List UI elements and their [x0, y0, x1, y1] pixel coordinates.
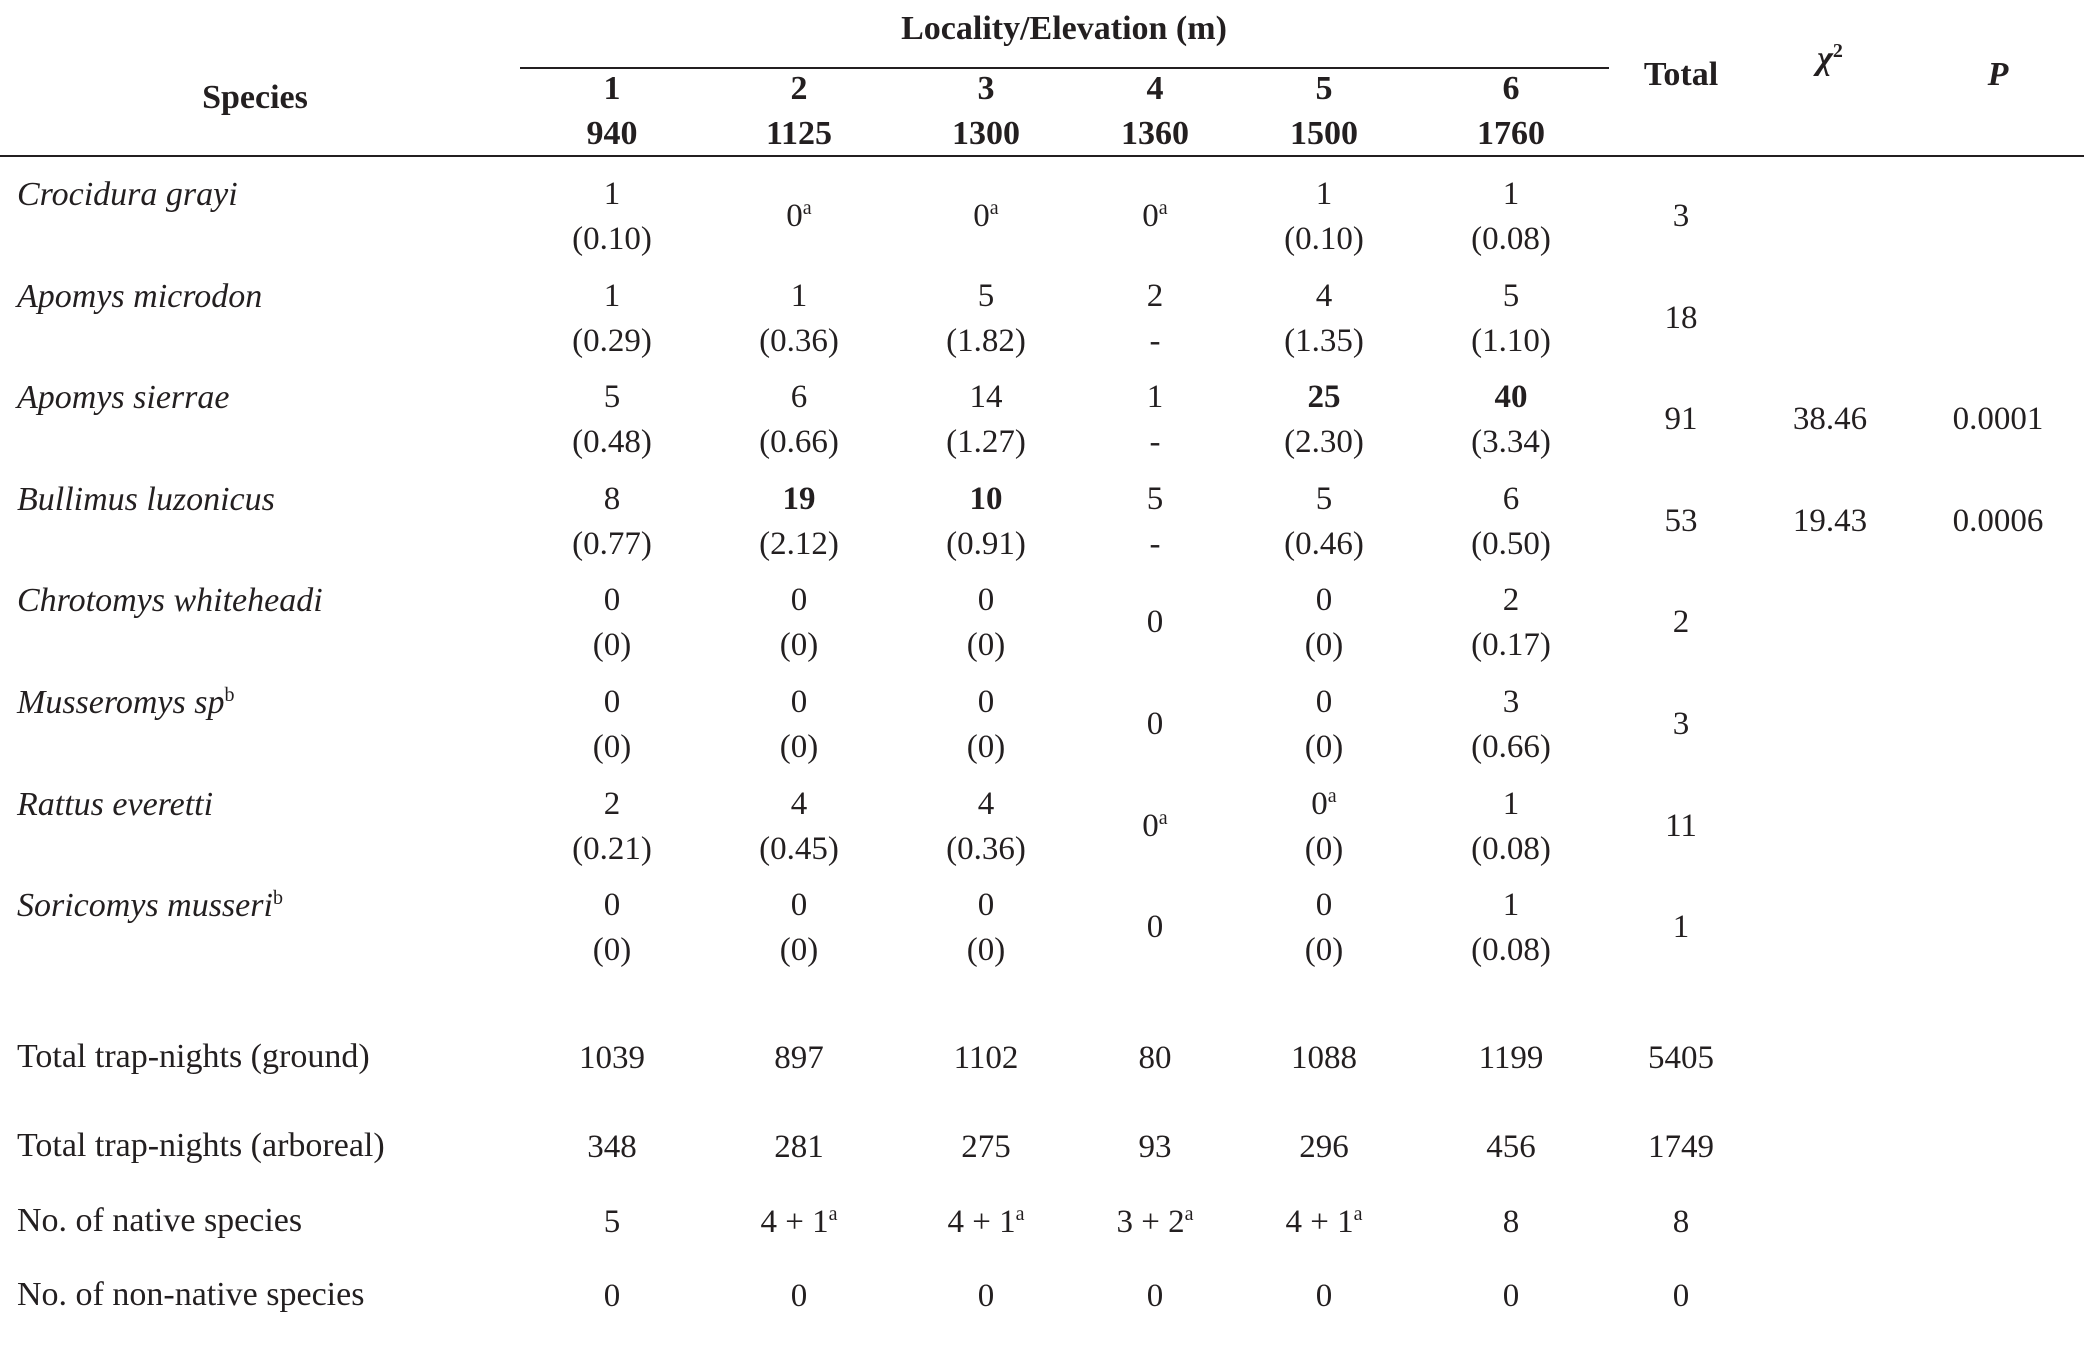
summary-value: 897 [774, 1040, 824, 1076]
summary-total: 1749 [1648, 1129, 1714, 1165]
footnote-marker: a [1184, 1203, 1194, 1225]
trap-rate-value: (0.17) [1471, 627, 1551, 664]
trap-rate-value: - [1149, 525, 1161, 562]
summary-value: 0 [603, 1278, 621, 1314]
summary-value: 0 [977, 1278, 995, 1314]
header-group-rule [520, 67, 1609, 69]
footnote-marker: a [828, 1203, 838, 1225]
count-value: 4 [977, 785, 995, 822]
trap-rate-value: (0.48) [572, 424, 652, 461]
footnote-marker: a [1158, 806, 1168, 829]
summary-total: 8 [1672, 1204, 1690, 1240]
row-total: 11 [1665, 807, 1697, 844]
trap-rate-value: (0.08) [1471, 830, 1551, 867]
footnote-marker: a [1158, 197, 1168, 219]
count-value: 5 [603, 379, 621, 416]
count-value: 2 [1502, 582, 1520, 619]
count-value: 4 [1315, 277, 1333, 314]
footnote-marker: a [1353, 1203, 1363, 1225]
count-value: 40 [1494, 379, 1528, 416]
locality-elevation: 1500 [1290, 115, 1358, 152]
locality-number: 5 [1315, 70, 1333, 107]
summary-label: Total trap-nights (ground) [17, 1038, 370, 1075]
count-value: 5 [977, 277, 995, 314]
trap-rate-value: (0) [966, 729, 1006, 765]
summary-value: 1088 [1291, 1040, 1357, 1076]
locality-elevation: 1760 [1477, 115, 1545, 152]
trap-rate-value: (2.30) [1284, 424, 1364, 461]
trap-rate-value: (0.77) [572, 525, 652, 562]
p-value-column-header: P [1987, 56, 2009, 93]
trap-rate-value: (0) [1304, 729, 1344, 765]
count-value: 1 [603, 176, 621, 212]
count-value: 1 [603, 277, 621, 314]
count-value: 0 [790, 887, 808, 924]
species-name: Musseromys $sp^b$ [17, 684, 235, 721]
count-value: 0 [977, 582, 995, 619]
trap-rate-value: (0) [592, 627, 632, 664]
species-name: Chrotomys whiteheadi [17, 582, 323, 620]
trap-rate-value: (0.36) [759, 322, 839, 359]
summary-value: 348 [587, 1129, 637, 1165]
trap-rate-value: (0.50) [1471, 525, 1551, 562]
trap-rate-value: (0) [779, 729, 819, 765]
trap-rate-value: (0) [592, 729, 632, 765]
row-total: 1 [1672, 909, 1690, 946]
summary-value: 0 [1315, 1278, 1333, 1314]
summary-total: 5405 [1648, 1040, 1714, 1076]
count-value: 0$^a$ [1142, 806, 1168, 844]
locality-elevation: 940 [586, 115, 638, 152]
count-value: 0 [1146, 604, 1164, 641]
row-total: 2 [1672, 604, 1690, 641]
locality-elevation: 1360 [1121, 115, 1189, 152]
count-value: 5 [1502, 277, 1520, 314]
footnote-marker: b [224, 684, 235, 706]
count-value: 0$^a$ [973, 197, 999, 234]
trap-rate-value: (1.35) [1284, 322, 1364, 359]
summary-value: $4 + 1^a$ [947, 1203, 1025, 1240]
count-value: 0 [977, 887, 995, 924]
count-value: 0 [603, 582, 621, 619]
count-value: 2 [1146, 277, 1164, 314]
species-name: Crocidura grayi [17, 176, 238, 213]
row-total: 53 [1664, 502, 1698, 539]
species-name: Soricomys musseri$^b$ [17, 887, 283, 925]
trap-rate-value: (1.27) [946, 424, 1026, 461]
summary-label: No. of native species [17, 1202, 303, 1239]
footnote-marker: a [1015, 1203, 1025, 1225]
summary-value: $4 + 1^a$ [1285, 1203, 1363, 1240]
locality-elevation-header: Locality/Elevation (m) [901, 10, 1227, 47]
species-name: Rattus everetti [17, 785, 214, 823]
species-column-header: Species [202, 79, 308, 116]
p-value: 0.0001 [1952, 401, 2044, 438]
trap-rate-value: (0.36) [946, 830, 1026, 867]
summary-value: 456 [1486, 1129, 1536, 1165]
summary-value: 281 [774, 1129, 824, 1165]
trap-rate-value: (0.08) [1471, 932, 1551, 969]
chi-symbol: χ [1817, 40, 1833, 77]
trap-rate-value: (0.10) [1284, 221, 1364, 257]
summary-total: 0 [1672, 1278, 1690, 1314]
trap-rate-value: (0) [779, 932, 819, 969]
trap-rate-value: (0) [966, 932, 1006, 969]
locality-number: 1 [603, 70, 621, 107]
summary-value: 80 [1138, 1040, 1172, 1076]
count-value: 5 [1315, 480, 1333, 517]
count-value: 0$^a$ [1142, 197, 1168, 234]
trap-rate-value: (0.66) [759, 424, 839, 461]
trap-rate-value: (0) [779, 627, 819, 664]
locality-number: 4 [1146, 70, 1164, 107]
trap-rate-value: (0.10) [572, 221, 652, 257]
row-total: 3 [1672, 198, 1690, 234]
species-name: Bullimus luzonicus [17, 480, 275, 518]
p-value: 0.0006 [1952, 502, 2044, 539]
trap-rate-value: - [1149, 424, 1161, 461]
count-value: 0 [790, 582, 808, 619]
count-value: 10 [969, 480, 1003, 517]
summary-value: 0 [790, 1278, 808, 1314]
summary-value: 296 [1299, 1129, 1349, 1165]
chi-square-column-header [1817, 40, 1843, 78]
footnote-marker: a [802, 197, 812, 219]
summary-value: 93 [1138, 1129, 1172, 1165]
locality-elevation: 1300 [952, 115, 1020, 152]
chi-square-value: 19.43 [1792, 502, 1868, 539]
count-value: 4 [790, 785, 808, 822]
count-value: 19 [782, 480, 816, 517]
trap-rate-value: (1.82) [946, 322, 1026, 359]
species-name: Apomys microdon [17, 277, 263, 315]
summary-value: 1199 [1478, 1040, 1544, 1076]
species-name: Apomys sierrae [17, 379, 230, 417]
summary-value: 0 [1146, 1278, 1164, 1314]
summary-value: 5 [603, 1204, 621, 1240]
row-total: 18 [1664, 299, 1698, 336]
trap-rate-value: (0.29) [572, 322, 652, 359]
summary-label: No. of non-native species [17, 1276, 365, 1313]
header-bottom-rule [0, 155, 2084, 157]
trap-rate-value: (2.12) [759, 525, 839, 562]
count-value: 0 [603, 684, 621, 720]
trap-rate-value: (0) [1304, 627, 1344, 664]
summary-value: 275 [961, 1129, 1011, 1165]
count-value: 1 [790, 277, 808, 314]
trap-rate-value: (0.46) [1284, 525, 1364, 562]
count-value: 6 [1502, 480, 1520, 517]
trap-rate-value: (0) [1304, 932, 1344, 969]
count-value: 0 [1315, 684, 1333, 720]
footnote-marker: a [1327, 784, 1337, 807]
count-value: 1 [1502, 176, 1520, 212]
locality-number: 3 [977, 70, 995, 107]
summary-value: $3 + 2^a$ [1116, 1203, 1194, 1240]
count-value: 0 [1315, 582, 1333, 619]
count-value: 0$^a$ [786, 197, 812, 234]
count-value: 2 [603, 785, 621, 822]
summary-value: $4 + 1^a$ [760, 1203, 838, 1240]
count-value: 1 [1146, 379, 1164, 416]
footnote-marker: a [989, 197, 999, 219]
count-value: 0 [1146, 909, 1164, 946]
trap-rate-value: (0.08) [1471, 221, 1551, 257]
count-value: 0 [790, 684, 808, 720]
count-value: 3 [1502, 684, 1520, 720]
summary-value: 0 [1502, 1278, 1520, 1314]
trap-rate-value: (0.66) [1471, 729, 1551, 765]
summary-label: Total trap-nights (arboreal) [17, 1127, 385, 1164]
summary-value: 1102 [953, 1040, 1019, 1076]
total-column-header: Total [1643, 56, 1719, 93]
trap-rate-value: (0) [592, 932, 632, 969]
count-value: 14 [969, 379, 1003, 416]
count-value: 6 [790, 379, 808, 416]
count-value: 0$^a$ [1311, 784, 1337, 822]
trap-rate-value: (0.21) [572, 830, 652, 867]
trap-rate-value: (3.34) [1471, 424, 1551, 461]
locality-number: 6 [1502, 70, 1520, 107]
row-total: 3 [1672, 706, 1690, 742]
trap-rate-value: (0) [1304, 830, 1344, 867]
trap-rate-value: - [1149, 322, 1161, 359]
trap-rate-value: (1.10) [1471, 322, 1551, 359]
summary-value: 1039 [579, 1040, 645, 1076]
chi-superscript: 2 [1832, 40, 1843, 62]
footnote-marker: b [272, 887, 283, 910]
row-total: 91 [1664, 401, 1698, 438]
locality-number: 2 [790, 70, 808, 107]
count-value: 0 [1315, 887, 1333, 924]
count-value: 5 [1146, 480, 1164, 517]
count-value: 0 [603, 887, 621, 924]
count-value: 1 [1315, 176, 1333, 212]
trap-rate-value: (0.45) [759, 830, 839, 867]
count-value: 1 [1502, 887, 1520, 924]
chi-square-value: 38.46 [1792, 401, 1868, 438]
count-value: 0 [977, 684, 995, 720]
summary-value: 8 [1502, 1204, 1520, 1240]
count-value: 8 [603, 480, 621, 517]
count-value: 0 [1146, 706, 1164, 742]
count-value: 1 [1502, 785, 1520, 822]
trap-rate-value: (0.91) [946, 525, 1026, 562]
locality-elevation: 1125 [765, 115, 833, 152]
trap-rate-value: (0) [966, 627, 1006, 664]
count-value: 25 [1307, 379, 1341, 416]
